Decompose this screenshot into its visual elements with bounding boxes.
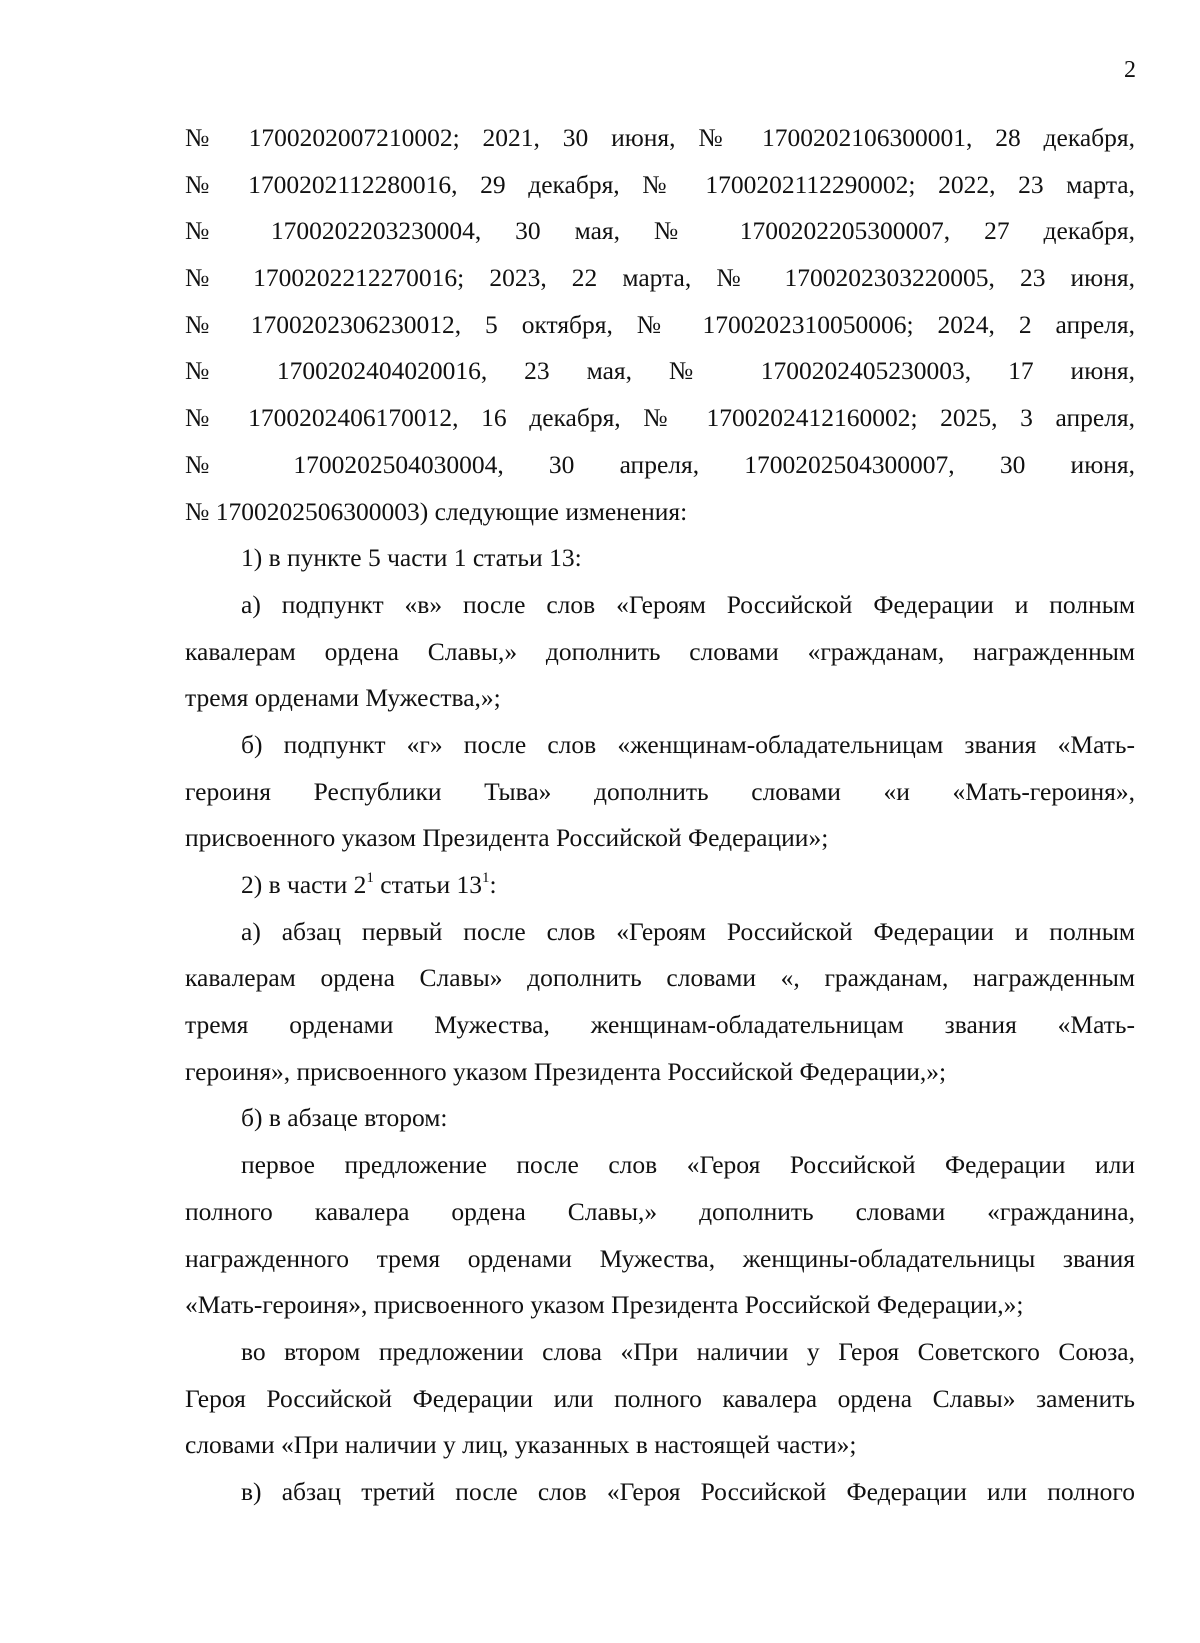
text-line: а) абзац первый после слов «Героям Российской Федерации и полным — [241, 916, 1135, 946]
text-fragment: : — [489, 870, 497, 899]
text-fragment: 2) в части 2 — [241, 870, 367, 899]
text-line: 1) в пункте 5 части 1 статьи 13: — [241, 543, 582, 573]
text-line: во втором предложении слова «При наличии у Героя Советского Союза, — [241, 1336, 1135, 1366]
text-line: полного кавалера ордена Славы,» дополнить словами «гражданина, — [185, 1196, 1135, 1226]
document-body — [185, 115, 1135, 1516]
text-line: в) абзац третий после слов «Героя Российской Федерации или полного — [241, 1476, 1135, 1506]
text-line-with-superscripts — [185, 862, 1135, 909]
text-line: кавалерам ордена Славы,» дополнить словами «гражданам, награжденным — [185, 636, 1135, 666]
text-line: словами «При наличии у лиц, указанных в настоящей части»; — [185, 1430, 857, 1460]
text-line: а) подпункт «в» после слов «Героям Российской Федерации и полным — [241, 589, 1135, 619]
text-line: кавалерам ордена Славы» дополнить словами «, гражданам, награжденным — [185, 963, 1135, 993]
superscript: 1 — [482, 870, 490, 886]
text-line: № 1700202212270016; 2023, 22 марта, № 1700202303220005, 23 июня, — [185, 263, 1135, 293]
text-line: № 1700202112280016, 29 декабря, № 1700202112290002; 2022, 23 марта, — [185, 169, 1135, 199]
text-line: тремя орденами Мужества,»; — [185, 683, 501, 713]
text-line: № 1700202203230004, 30 мая, № 1700202205300007, 27 декабря, — [185, 216, 1135, 246]
text-line: № 1700202506300003) следующие изменения: — [185, 496, 688, 526]
text-line: № 1700202306230012, 5 октября, № 1700202310050006; 2024, 2 апреля, — [185, 309, 1135, 339]
text-line: героиня Республики Тыва» дополнить словами «и «Мать-героиня», — [185, 776, 1135, 806]
text-line: № 1700202007210002; 2021, 30 июня, № 1700202106300001, 28 декабря, — [185, 123, 1135, 152]
page-number: 2 — [1124, 57, 1136, 83]
text-line: героиня», присвоенного указом Президента Российской Федерации,»; — [185, 1056, 947, 1086]
text-line: № 1700202406170012, 16 декабря, № 1700202412160002; 2025, 3 апреля, — [185, 403, 1135, 433]
text-line: «Мать-героиня», присвоенного указом Президента Российской Федерации,»; — [185, 1290, 1024, 1320]
text-fragment: статьи 13 — [373, 870, 483, 899]
superscript: 1 — [366, 870, 374, 886]
text-line: б) в абзаце втором: — [241, 1103, 448, 1133]
text-line: № 1700202404020016, 23 мая, № 1700202405230003, 17 июня, — [185, 356, 1135, 386]
text-line: присвоенного указом Президента Российской Федерации»; — [185, 823, 829, 853]
text-line: тремя орденами Мужества, женщинам-обладательницам звания «Мать- — [185, 1010, 1135, 1040]
text-line: Героя Российской Федерации или полного кавалера ордена Славы» заменить — [185, 1383, 1135, 1413]
text-line: награжденного тремя орденами Мужества, женщины-обладательницы звания — [185, 1243, 1135, 1273]
text-line: б) подпункт «г» после слов «женщинам-обладательницам звания «Мать- — [241, 729, 1135, 759]
text-line: № 1700202504030004, 30 апреля, 1700202504300007, 30 июня, — [185, 449, 1135, 479]
text-line: первое предложение после слов «Героя Российской Федерации или — [241, 1150, 1135, 1180]
